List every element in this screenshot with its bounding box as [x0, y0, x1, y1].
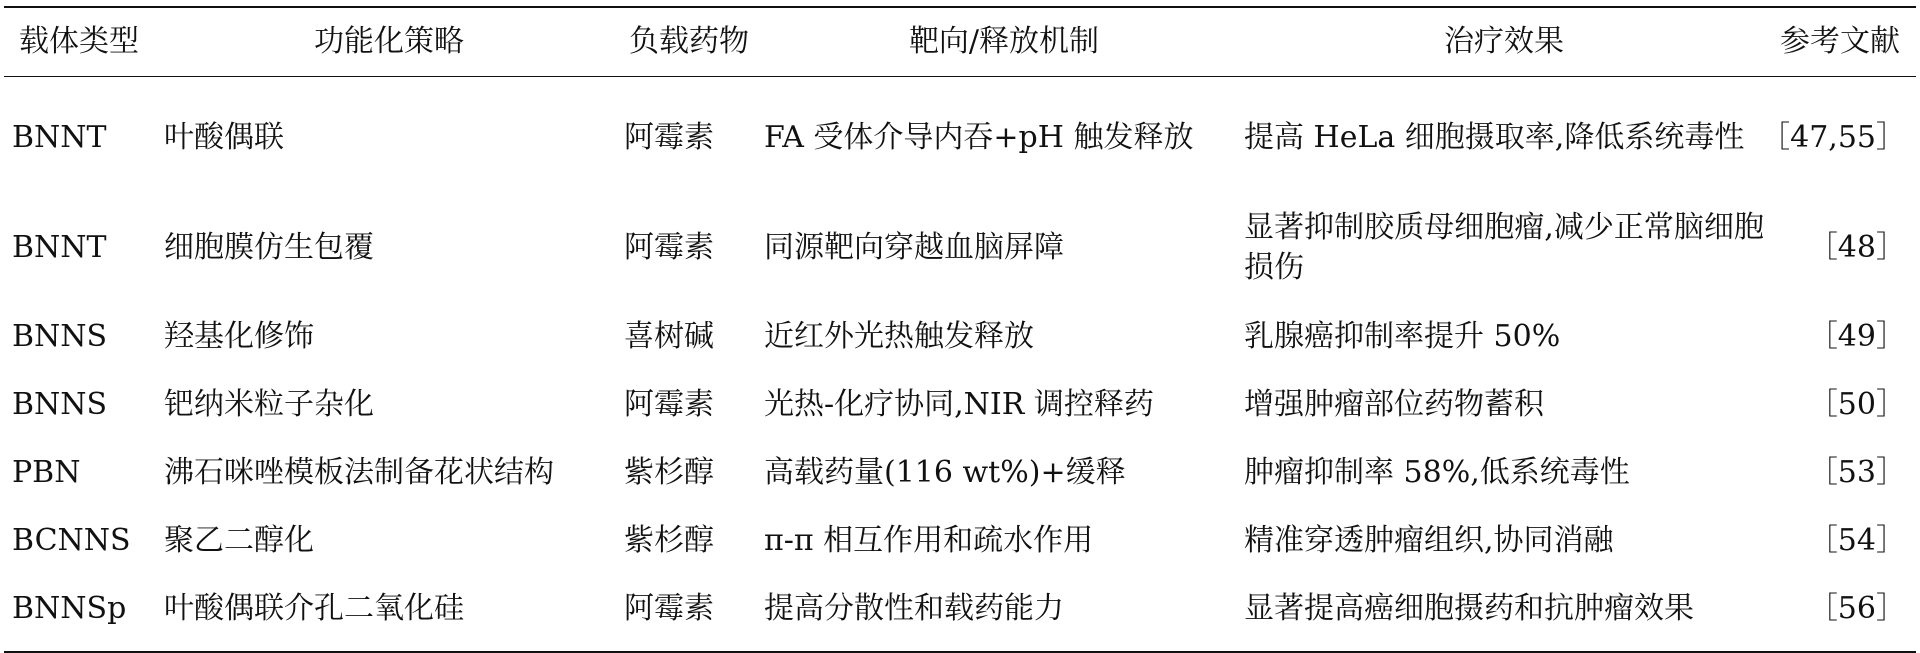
reference-cell: ［48］ [1807, 230, 1906, 265]
table-row [4, 303, 1916, 371]
carrier-cell: BNNS [12, 319, 108, 354]
reference-cell: ［56］ [1807, 591, 1906, 626]
strategy-cell: 聚乙二醇化 [164, 523, 314, 558]
mechanism-cell: 高载药量(116 wt%)+缓释 [764, 455, 1126, 490]
drug-cell: 阿霉素 [624, 120, 714, 155]
reference-cell: ［49］ [1807, 319, 1906, 354]
strategy-cell: 叶酸偶联介孔二氧化硅 [164, 591, 464, 626]
carrier-cell: BCNNS [12, 523, 131, 558]
drug-cell: 阿霉素 [624, 387, 714, 422]
table-row [4, 575, 1916, 643]
drug-cell: 紫杉醇 [624, 455, 714, 490]
effect-cell [1244, 83, 1764, 193]
reference-cell: ［54］ [1807, 523, 1906, 558]
effect-cell: 显著提高癌细胞摄药和抗肿瘤效果 [1244, 591, 1694, 626]
header-targeting-release-mechanism: 靶向/释放机制 [908, 24, 1100, 59]
reference-cell: ［47,55］ [1760, 120, 1906, 155]
mechanism-cell: 光热-化疗协同,NIR 调控释药 [764, 387, 1154, 422]
reference-cell: ［50］ [1807, 387, 1906, 422]
carrier-cell: BNNT [12, 120, 107, 155]
table-header [4, 8, 1916, 77]
drug-cell: 喜树碱 [624, 319, 714, 354]
header-loaded-drug: 负载药物 [629, 24, 749, 59]
carrier-cell: BNNS [12, 387, 108, 422]
table-row [4, 371, 1916, 439]
mechanism-cell: 近红外光热触发释放 [764, 319, 1034, 354]
effect-text: 提高 HeLa 细胞摄取率,降低系统毒性 [1244, 120, 1745, 155]
strategy-cell: 沸石咪唑模板法制备花状结构 [164, 455, 554, 490]
table-row [4, 83, 1916, 193]
reference-cell: ［53］ [1807, 455, 1906, 490]
effect-text: 显著抑制胶质母细胞瘤,减少正常脑细胞损伤 [1244, 210, 1764, 285]
effect-cell: 精准穿透肿瘤组织,协同消融 [1244, 523, 1614, 558]
table-row [4, 439, 1916, 507]
drug-delivery-table [4, 6, 1916, 653]
mechanism-cell: FA 受体介导内吞+pH 触发释放 [764, 120, 1194, 155]
strategy-cell: 叶酸偶联 [164, 120, 284, 155]
mechanism-cell: π-π 相互作用和疏水作用 [764, 523, 1094, 558]
drug-cell: 紫杉醇 [624, 523, 714, 558]
strategy-cell: 钯纳米粒子杂化 [164, 387, 374, 422]
table-row [4, 193, 1916, 303]
effect-cell: 增强肿瘤部位药物蓄积 [1244, 387, 1544, 422]
drug-cell: 阿霉素 [624, 230, 714, 265]
effect-cell: 肿瘤抑制率 58%,低系统毒性 [1244, 455, 1630, 490]
carrier-cell: BNNSp [12, 591, 127, 626]
table-row [4, 507, 1916, 575]
strategy-cell: 羟基化修饰 [164, 319, 314, 354]
mechanism-cell: 同源靶向穿越血脑屏障 [764, 230, 1064, 265]
header-functionalization-strategy: 功能化策略 [314, 24, 464, 59]
header-therapeutic-effect: 治疗效果 [1444, 24, 1564, 59]
mechanism-cell: 提高分散性和载药能力 [764, 591, 1064, 626]
carrier-cell: PBN [12, 455, 81, 490]
header-carrier-type: 载体类型 [19, 24, 139, 59]
strategy-cell: 细胞膜仿生包覆 [164, 230, 374, 265]
header-references: 参考文献 [1780, 24, 1900, 59]
drug-cell: 阿霉素 [624, 591, 714, 626]
carrier-cell: BNNT [12, 230, 107, 265]
effect-cell: 乳腺癌抑制率提升 50% [1244, 319, 1561, 354]
effect-cell [1244, 193, 1764, 303]
